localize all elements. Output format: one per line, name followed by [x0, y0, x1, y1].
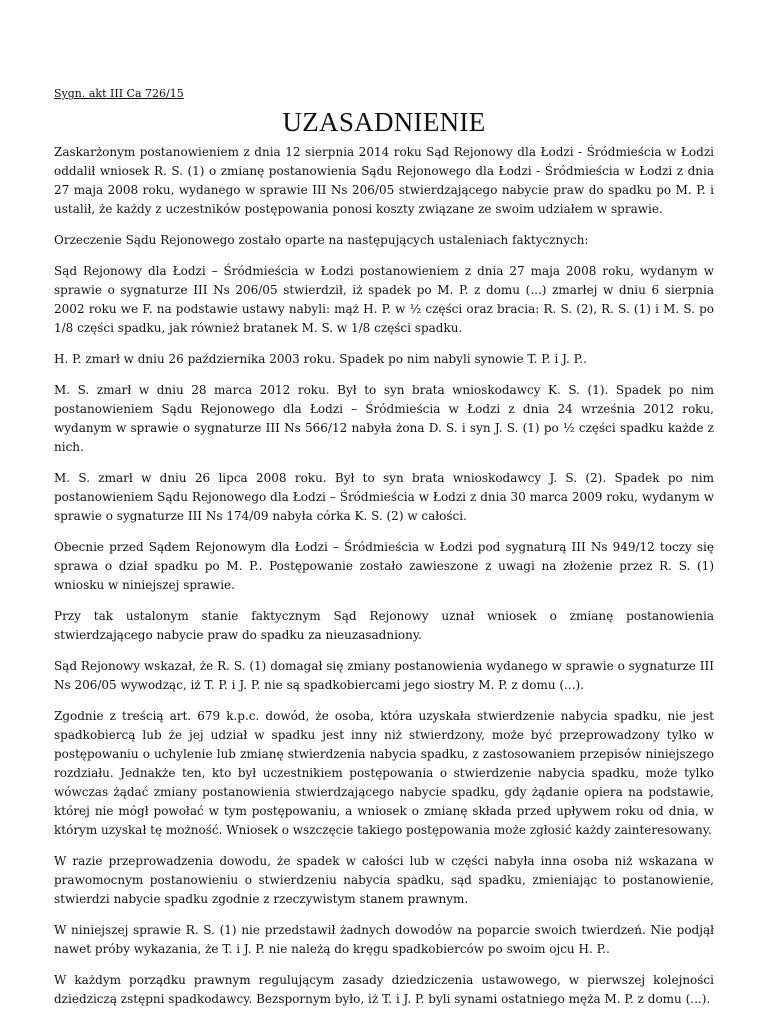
paragraph: Obecnie przed Sądem Rejonowym dla Łodzi – Śródmieścia w Łodzi pod sygnaturą III Ns 949/12 toczy się sprawa o dział spadku po M. P.. Postępowanie zostało zawieszone z uwagi na złożenie przez R. S. (1) wniosku w niniejszej sprawie. — [54, 540, 714, 592]
paragraph: Zgodnie z treścią art. 679 k.p.c. dowód, że osoba, która uzyskała stwierdzenie nabycia spadku, nie jest spadkobiercą lub że jej udział w spadku jest inny niż stwierdzony, może być przeprowadzony tylko w postępowaniu o uchylenie lub zmianę stwierdzenia nabycia spadku, z zastosowaniem przepisów niniejszego rozdziału. Jednakże ten, kto był uczestnikiem postępowania o stwierdzenie nabycia spadku, może tylko wówczas żądać zmiany postanowienia stwierdzającego nabycie spadku, gdy żądanie opiera na podstawie, której nie mógł powołać w tym postępowaniu, a wniosek o zmianę składa przed upływem roku od dnia, w którym uzyskał tę możność. Wniosek o wszczęcie takiego postępowania może zgłosić każdy zainteresowany. — [54, 709, 714, 837]
paragraph: W każdym porządku prawnym regulującym zasady dziedziczenia ustawowego, w pierwszej kolejności dziedziczą zstępni spadkodawcy. Bezspornym było, iż T. i J. P. byli synami ostatniego męża M. P. z domu (...). — [54, 973, 714, 1006]
paragraph: Orzeczenie Sądu Rejonowego zostało oparte na następujących ustaleniach faktycznych: — [54, 233, 589, 247]
document-title: UZASADNIENIE — [282, 107, 486, 137]
document-page — [54, 86, 714, 1021]
case-signature: Sygn. akt III Ca 726/15 — [54, 87, 184, 100]
paragraph: W niniejszej sprawie R. S. (1) nie przedstawił żadnych dowodów na poparcie swoich twierdzeń. Nie podjął nawet próby wykazania, że T. i J. P. nie należą do kręgu spadkobierców po swoim ojcu H. P.. — [54, 923, 714, 956]
paragraph: Sąd Rejonowy dla Łodzi – Śródmieścia w Łodzi postanowieniem z dnia 27 maja 2008 roku, wydanym w sprawie o sygnaturze III Ns 206/05 stwierdził, iż spadek po M. P. z domu (...) zmarłej w dniu 6 sierpnia 2002 roku we F. na podstawie ustawy nabyli: mąż H. P. w ½ części oraz bracia: R. S. (2), R. S. (1) i M. S. po 1/8 części spadku, jak również bratanek M. S. w 1/8 części spadku. — [54, 264, 714, 335]
paragraph: Sąd Rejonowy wskazał, że R. S. (1) domagał się zmiany postanowienia wydanego w sprawie o sygnaturze III Ns 206/05 wywodząc, iż T. P. i J. P. nie są spadkobiercami jego siostry M. P. z domu (...). — [54, 659, 714, 692]
paragraph: M. S. zmarł w dniu 28 marca 2012 roku. Był to syn brata wnioskodawcy K. S. (1). Spadek po nim postanowieniem Sądu Rejonowego dla Łodzi – Śródmieścia w Łodzi z dnia 24 września 2012 roku, wydanym w sprawie o sygnaturze III Ns 566/12 nabyła żona D. S. i syn J. S. (1) po ½ części spadku każde z nich. — [54, 383, 714, 454]
paragraph: H. P. zmarł w dniu 26 października 2003 roku. Spadek po nim nabyli synowie T. P. i J. P.. — [54, 352, 587, 366]
paragraph: W razie przeprowadzenia dowodu, że spadek w całości lub w części nabyła inna osoba niż wskazana w prawomocnym postanowieniu o stwierdzeniu nabycia spadku, sąd spadku, zmieniając to postanowienie, stwierdzi nabycie spadku zgodnie z rzeczywistym stanem prawnym. — [54, 854, 714, 906]
paragraph: Zaskarżonym postanowieniem z dnia 12 sierpnia 2014 roku Sąd Rejonowy dla Łodzi - Śródmieścia w Łodzi oddalił wniosek R. S. (1) o zmianę postanowienia Sądu Rejonowego dla Łodzi - Śródmieścia w Łodzi z dnia 27 maja 2008 roku, wydanego w sprawie III Ns 206/05 stwierdzającego nabycie praw do spadku po M. P. i ustalił, że każdy z uczestników postępowania ponosi koszty związane ze swoim udziałem w sprawie. — [54, 145, 714, 216]
paragraph: M. S. zmarł w dniu 26 lipca 2008 roku. Był to syn brata wnioskodawcy J. S. (2). Spadek po nim postanowieniem Sądu Rejonowego dla Łodzi – Śródmieścia w Łodzi z dnia 30 marca 2009 roku, wydanym w sprawie o sygnaturze III Ns 174/09 nabyła córka K. S. (2) w całości. — [54, 471, 714, 523]
paragraph: Przy tak ustalonym stanie faktycznym Sąd Rejonowy uznał wniosek o zmianę postanowienia stwierdzającego nabycie praw do spadku za nieuzasadniony. — [54, 609, 714, 642]
